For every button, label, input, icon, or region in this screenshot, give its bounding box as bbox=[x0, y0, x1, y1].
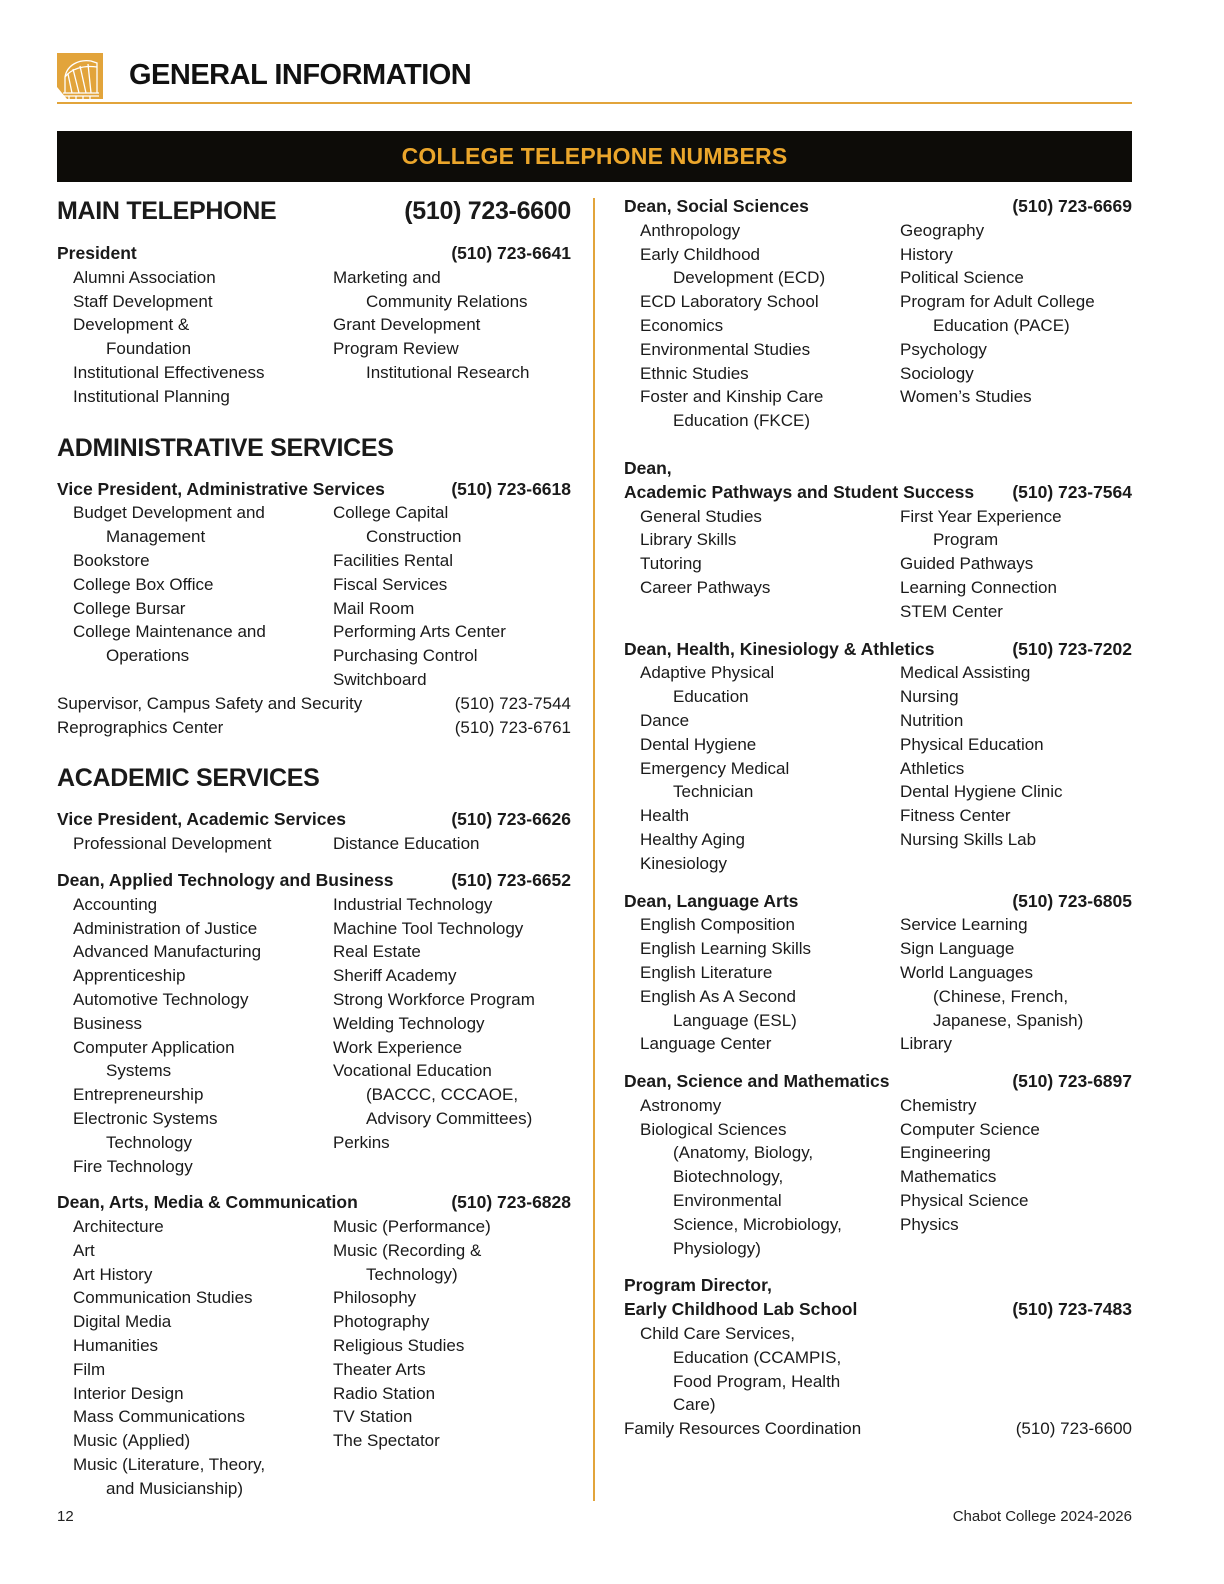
program-item: Tutoring bbox=[640, 554, 702, 574]
department-block bbox=[57, 869, 571, 1178]
department-heading bbox=[57, 1191, 571, 1215]
program-item: History bbox=[900, 244, 953, 264]
program-item: Interior Design bbox=[73, 1383, 184, 1403]
program-lists bbox=[624, 913, 1132, 1056]
program-item: Biological Sciences bbox=[640, 1119, 787, 1139]
program-item: Purchasing Control bbox=[333, 646, 478, 666]
program-item: Staff Development bbox=[73, 291, 213, 311]
program-lists bbox=[624, 1322, 1132, 1417]
department-heading bbox=[57, 242, 571, 266]
program-item: Humanities bbox=[73, 1336, 159, 1356]
program-item: Biotechnology, bbox=[673, 1167, 784, 1187]
page-number: 12 bbox=[57, 1508, 74, 1525]
program-list-2 bbox=[317, 893, 571, 1179]
program-list-1 bbox=[624, 505, 884, 624]
program-item: Foster and Kinship Care bbox=[640, 387, 824, 407]
program-item: Dental Hygiene Clinic bbox=[900, 782, 1063, 802]
department-block bbox=[57, 808, 571, 856]
phone-number: (510) 723-6805 bbox=[1012, 890, 1132, 911]
program-item: Film bbox=[73, 1359, 106, 1379]
program-item: Geography bbox=[900, 220, 985, 240]
program-item: Computer Application bbox=[73, 1037, 235, 1057]
program-item: (Chinese, French, bbox=[933, 986, 1069, 1006]
right-column bbox=[624, 195, 1132, 1501]
program-item: English Literature bbox=[640, 962, 773, 982]
two-column-layout bbox=[57, 195, 1132, 1501]
phone-number: (510) 723-6618 bbox=[451, 478, 571, 499]
program-item: English As A Second bbox=[640, 986, 796, 1006]
program-item: Mathematics bbox=[900, 1167, 997, 1187]
program-item: Music (Performance) bbox=[333, 1217, 491, 1237]
department-title: Dean, Applied Technology and Business bbox=[57, 869, 394, 890]
program-item: Education (PACE) bbox=[933, 315, 1070, 335]
program-item: Japanese, Spanish) bbox=[933, 1010, 1084, 1030]
page-footer bbox=[57, 1508, 1132, 1525]
program-item: Health bbox=[640, 806, 690, 826]
phone-number: (510) 723-7564 bbox=[1012, 481, 1132, 502]
program-item: Athletics bbox=[900, 758, 965, 778]
program-item: The Spectator bbox=[333, 1431, 440, 1451]
program-item: Child Care Services, bbox=[640, 1324, 795, 1344]
program-item: Mail Room bbox=[333, 598, 415, 618]
program-item: Dental Hygiene bbox=[640, 734, 757, 754]
program-item: Welding Technology bbox=[333, 1013, 485, 1033]
program-item: Library Skills bbox=[640, 530, 737, 550]
program-item: Engineering bbox=[900, 1143, 991, 1163]
program-item: Food Program, Health bbox=[673, 1371, 841, 1391]
program-item: Work Experience bbox=[333, 1037, 463, 1057]
left-column bbox=[57, 195, 571, 1501]
program-item: Environmental Studies bbox=[640, 339, 811, 359]
program-item: Sheriff Academy bbox=[333, 966, 457, 986]
program-list-2 bbox=[317, 501, 571, 691]
phone-number: (510) 723-6641 bbox=[451, 243, 571, 263]
program-list-2 bbox=[884, 1094, 1132, 1261]
program-item: Photography bbox=[333, 1312, 430, 1332]
program-list-1 bbox=[624, 661, 884, 875]
department-block bbox=[57, 478, 571, 692]
program-item: Computer Science bbox=[900, 1119, 1040, 1139]
department-heading bbox=[624, 195, 1132, 219]
program-item: Library bbox=[900, 1034, 952, 1054]
department-title: Dean, Social Sciences bbox=[624, 196, 809, 216]
program-item: Apprenticeship bbox=[73, 966, 186, 986]
main-telephone-heading bbox=[57, 197, 571, 226]
department-title: Early Childhood Lab School bbox=[624, 1299, 858, 1320]
program-item: Career Pathways bbox=[640, 577, 771, 597]
program-item: Budget Development and bbox=[73, 503, 265, 523]
program-item: Foundation bbox=[106, 339, 192, 359]
program-lists bbox=[57, 832, 571, 856]
program-lists bbox=[624, 219, 1132, 433]
program-item: TV Station bbox=[333, 1407, 413, 1427]
program-list-2 bbox=[317, 832, 571, 856]
department-block bbox=[57, 1191, 571, 1500]
program-list-2 bbox=[317, 1215, 571, 1501]
program-item: Institutional Research bbox=[366, 362, 530, 382]
program-item: Institutional Planning bbox=[73, 386, 230, 406]
program-item: Nursing Skills Lab bbox=[900, 829, 1037, 849]
department-title: Dean, Science and Mathematics bbox=[624, 1071, 890, 1092]
phone-row bbox=[57, 692, 571, 716]
program-item: and Musicianship) bbox=[106, 1478, 244, 1498]
program-item: Art bbox=[73, 1240, 95, 1260]
program-list-1 bbox=[57, 266, 317, 409]
program-item: English Composition bbox=[640, 915, 795, 935]
program-item: Machine Tool Technology bbox=[333, 918, 524, 938]
phone-number: (510) 723-6761 bbox=[454, 717, 571, 737]
program-item: Systems bbox=[106, 1061, 172, 1081]
program-item: Business bbox=[73, 1013, 142, 1033]
program-item: Radio Station bbox=[333, 1383, 436, 1403]
program-item: Strong Workforce Program bbox=[333, 989, 535, 1009]
program-item: Development & bbox=[73, 315, 190, 335]
program-item: Program bbox=[933, 530, 999, 550]
department-block bbox=[624, 1070, 1132, 1260]
program-list-2 bbox=[317, 266, 571, 409]
program-item: Vocational Education bbox=[333, 1061, 492, 1081]
program-item: Early Childhood bbox=[640, 244, 761, 264]
phone-row bbox=[57, 716, 571, 740]
program-list-2 bbox=[884, 661, 1132, 875]
program-item: Astronomy bbox=[640, 1095, 722, 1115]
department-title: Vice President, Administrative Services bbox=[57, 478, 385, 499]
program-item: Fitness Center bbox=[900, 806, 1011, 826]
program-list-2 bbox=[884, 1322, 1132, 1417]
program-item: Philosophy bbox=[333, 1288, 417, 1308]
program-item: Management bbox=[106, 527, 206, 547]
department-heading bbox=[624, 1298, 1132, 1322]
program-item: Women’s Studies bbox=[900, 387, 1032, 407]
program-item: College Maintenance and bbox=[73, 622, 266, 642]
program-item: Switchboard bbox=[333, 669, 427, 689]
program-item: Development (ECD) bbox=[673, 268, 826, 288]
program-item: Environmental bbox=[673, 1191, 782, 1211]
main-telephone-number: (510) 723-6600 bbox=[404, 197, 571, 225]
program-list-1 bbox=[57, 1215, 317, 1501]
program-item: Education (CCAMPIS, bbox=[673, 1347, 842, 1367]
program-lists bbox=[57, 893, 571, 1179]
program-item: Music (Recording & bbox=[333, 1240, 482, 1260]
phone-row-label: Reprographics Center bbox=[57, 717, 224, 737]
department-block bbox=[57, 242, 571, 409]
program-list-1 bbox=[624, 219, 884, 433]
program-item: Entrepreneurship bbox=[73, 1085, 204, 1105]
program-item: Community Relations bbox=[366, 291, 528, 311]
department-title: Program Director, bbox=[624, 1275, 772, 1296]
program-item: Ethnic Studies bbox=[640, 363, 749, 383]
footer-edition: Chabot College 2024-2026 bbox=[952, 1508, 1132, 1525]
program-item: Institutional Effectiveness bbox=[73, 362, 265, 382]
department-heading bbox=[624, 638, 1132, 662]
program-item: Language (ESL) bbox=[673, 1010, 797, 1030]
program-item: World Languages bbox=[900, 962, 1033, 982]
program-item: Art History bbox=[73, 1264, 153, 1284]
program-item: Construction bbox=[366, 527, 462, 547]
program-item: Care) bbox=[673, 1395, 716, 1415]
department-title: President bbox=[57, 243, 137, 263]
program-item: English Learning Skills bbox=[640, 939, 812, 959]
program-item: Communication Studies bbox=[73, 1288, 253, 1308]
phone-row-label: Supervisor, Campus Safety and Security bbox=[57, 693, 363, 713]
program-item: Emergency Medical bbox=[640, 758, 790, 778]
phone-number: (510) 723-6626 bbox=[451, 809, 571, 830]
department-block bbox=[624, 638, 1132, 876]
program-item: Advisory Committees) bbox=[366, 1108, 533, 1128]
phone-number: (510) 723-6652 bbox=[451, 869, 571, 890]
phone-number: (510) 723-6600 bbox=[1015, 1419, 1132, 1439]
program-item: Performing Arts Center bbox=[333, 622, 506, 642]
program-list-1 bbox=[624, 913, 884, 1056]
program-item: Physical Education bbox=[900, 734, 1044, 754]
program-item: Sign Language bbox=[900, 939, 1015, 959]
program-item: Education bbox=[673, 687, 749, 707]
program-item: Digital Media bbox=[73, 1312, 172, 1332]
program-item: Distance Education bbox=[333, 834, 480, 854]
department-heading bbox=[624, 890, 1132, 914]
program-list-1 bbox=[57, 832, 317, 856]
department-title: Dean, Arts, Media & Communication bbox=[57, 1192, 358, 1213]
program-item: Administration of Justice bbox=[73, 918, 258, 938]
program-item: Chemistry bbox=[900, 1095, 977, 1115]
department-title: Dean, Health, Kinesiology & Athletics bbox=[624, 638, 935, 659]
program-item: Political Science bbox=[900, 268, 1024, 288]
banner-title: COLLEGE TELEPHONE NUMBERS bbox=[401, 143, 788, 169]
phone-row bbox=[624, 1417, 1132, 1441]
department-heading bbox=[624, 481, 1132, 505]
department-heading bbox=[57, 808, 571, 832]
program-item: Education (FKCE) bbox=[673, 411, 810, 431]
phone-number: (510) 723-6669 bbox=[1012, 196, 1132, 216]
program-item: (BACCC, CCCAOE, bbox=[366, 1085, 519, 1105]
program-item: Nutrition bbox=[900, 710, 964, 730]
page-title: GENERAL INFORMATION bbox=[129, 59, 472, 91]
department-title: Dean, bbox=[624, 457, 672, 478]
program-item: ECD Laboratory School bbox=[640, 292, 819, 312]
department-heading bbox=[57, 869, 571, 893]
phone-number: (510) 723-7483 bbox=[1012, 1299, 1132, 1320]
program-item: College Capital bbox=[333, 503, 449, 523]
department-title: Vice President, Academic Services bbox=[57, 809, 346, 830]
program-item: Anthropology bbox=[640, 220, 741, 240]
chabot-building-icon bbox=[57, 53, 103, 105]
program-item: Marketing and bbox=[333, 267, 441, 287]
program-item: Language Center bbox=[640, 1034, 772, 1054]
program-lists bbox=[57, 501, 571, 691]
program-lists bbox=[57, 1215, 571, 1501]
program-item: Psychology bbox=[900, 339, 987, 359]
program-item: Operations bbox=[106, 646, 190, 666]
program-item: Perkins bbox=[333, 1132, 390, 1152]
program-item: Economics bbox=[640, 315, 724, 335]
program-item: Sociology bbox=[900, 363, 974, 383]
program-item: Real Estate bbox=[333, 942, 421, 962]
program-item: Program for Adult College bbox=[900, 292, 1095, 312]
program-item: College Box Office bbox=[73, 574, 214, 594]
department-block bbox=[624, 1274, 1132, 1417]
program-item: Science, Microbiology, bbox=[673, 1214, 842, 1234]
program-item: Accounting bbox=[73, 894, 158, 914]
department-block bbox=[624, 890, 1132, 1057]
section-heading: ADMINISTRATIVE SERVICES bbox=[57, 433, 394, 462]
program-item: Technology) bbox=[366, 1264, 458, 1284]
program-item: Facilities Rental bbox=[333, 550, 453, 570]
phone-number: (510) 723-7202 bbox=[1012, 638, 1132, 659]
page-header bbox=[57, 54, 1132, 104]
program-item: Religious Studies bbox=[333, 1336, 465, 1356]
program-item: Learning Connection bbox=[900, 577, 1057, 597]
program-list-2 bbox=[884, 913, 1132, 1056]
section-heading: ACADEMIC SERVICES bbox=[57, 764, 320, 793]
program-item: Professional Development bbox=[73, 834, 272, 854]
program-item: Technology bbox=[106, 1132, 193, 1152]
program-item: Fire Technology bbox=[73, 1156, 193, 1176]
department-heading bbox=[624, 1274, 1132, 1298]
program-item: STEM Center bbox=[900, 601, 1003, 621]
program-item: Bookstore bbox=[73, 550, 150, 570]
program-item: Alumni Association bbox=[73, 267, 216, 287]
program-item: Industrial Technology bbox=[333, 894, 493, 914]
program-list-1 bbox=[624, 1094, 884, 1261]
department-block bbox=[624, 457, 1132, 624]
program-item: First Year Experience bbox=[900, 506, 1062, 526]
program-list-1 bbox=[624, 1322, 884, 1417]
program-lists bbox=[624, 1094, 1132, 1261]
program-lists bbox=[624, 661, 1132, 875]
program-list-2 bbox=[884, 219, 1132, 433]
program-item: Physics bbox=[900, 1214, 959, 1234]
program-item: Guided Pathways bbox=[900, 554, 1034, 574]
program-item: Advanced Manufacturing bbox=[73, 942, 262, 962]
department-heading bbox=[624, 457, 1132, 481]
program-item: Nursing bbox=[900, 687, 959, 707]
department-heading bbox=[57, 478, 571, 502]
program-list-1 bbox=[57, 501, 317, 691]
program-item: Medical Assisting bbox=[900, 663, 1031, 683]
program-item: Electronic Systems bbox=[73, 1108, 218, 1128]
program-lists bbox=[624, 505, 1132, 624]
program-item: Technician bbox=[673, 782, 754, 802]
program-item: Program Review bbox=[333, 339, 459, 359]
program-item: Healthy Aging bbox=[640, 829, 745, 849]
department-title: Academic Pathways and Student Success bbox=[624, 481, 975, 502]
program-list-2 bbox=[884, 505, 1132, 624]
phone-number: (510) 723-6897 bbox=[1012, 1071, 1132, 1092]
department-block bbox=[624, 195, 1132, 433]
column-divider bbox=[593, 198, 595, 1501]
phone-number: (510) 723-6828 bbox=[451, 1192, 571, 1213]
program-item: Mass Communications bbox=[73, 1407, 245, 1427]
program-list-1 bbox=[57, 893, 317, 1179]
program-item: Grant Development bbox=[333, 315, 481, 335]
program-item: Kinesiology bbox=[640, 853, 727, 873]
program-item: Automotive Technology bbox=[73, 989, 249, 1009]
program-item: Dance bbox=[640, 710, 690, 730]
program-item: Theater Arts bbox=[333, 1359, 426, 1379]
program-item: Music (Literature, Theory, bbox=[73, 1455, 266, 1475]
department-title: Dean, Language Arts bbox=[624, 890, 799, 911]
phone-row-label: Family Resources Coordination bbox=[624, 1419, 862, 1439]
program-item: Service Learning bbox=[900, 915, 1028, 935]
program-item: Music (Applied) bbox=[73, 1431, 191, 1451]
banner bbox=[57, 131, 1132, 182]
main-telephone-label: MAIN TELEPHONE bbox=[57, 197, 277, 225]
program-lists bbox=[57, 266, 571, 409]
program-item: Physical Science bbox=[900, 1191, 1029, 1211]
program-item: Fiscal Services bbox=[333, 574, 448, 594]
program-item: Physiology) bbox=[673, 1238, 761, 1258]
program-item: College Bursar bbox=[73, 598, 186, 618]
program-item: General Studies bbox=[640, 506, 762, 526]
department-heading bbox=[624, 1070, 1132, 1094]
program-item: Architecture bbox=[73, 1217, 164, 1237]
program-item: (Anatomy, Biology, bbox=[673, 1143, 814, 1163]
program-item: Adaptive Physical bbox=[640, 663, 775, 683]
phone-number: (510) 723-7544 bbox=[454, 693, 571, 713]
